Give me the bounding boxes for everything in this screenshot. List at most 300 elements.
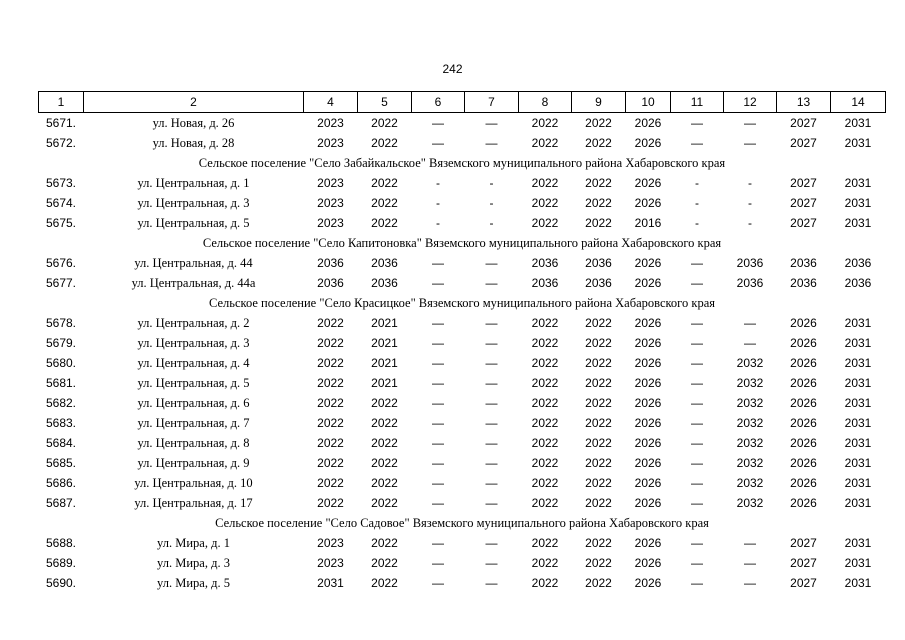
address-cell: ул. Центральная, д. 6 bbox=[137, 395, 250, 410]
year-cell: 2026 bbox=[634, 576, 662, 590]
address-cell: ул. Центральная, д. 2 bbox=[137, 315, 250, 330]
year-cell: 2026 bbox=[634, 116, 662, 130]
year-cell: — bbox=[744, 576, 756, 590]
settlement-section-title: Сельское поселение "Село Капитоновка" Вяземского муниципального района Хабаровского края bbox=[202, 235, 722, 250]
year-cell: 2026 bbox=[790, 496, 817, 510]
year-cell: 2026 bbox=[634, 396, 662, 410]
year-cell: — bbox=[432, 436, 444, 450]
year-cell: 2031 bbox=[844, 176, 872, 190]
year-cell: 2036 bbox=[736, 256, 764, 270]
year-cell: 2032 bbox=[736, 416, 764, 430]
address-cell: ул. Центральная, д. 9 bbox=[137, 455, 250, 470]
year-cell: — bbox=[432, 256, 444, 270]
year-cell: 2022 bbox=[531, 396, 559, 410]
year-cell: 2032 bbox=[736, 496, 764, 510]
year-cell: 2022 bbox=[531, 556, 559, 570]
table-row bbox=[39, 273, 886, 293]
year-cell: 2031 bbox=[844, 116, 872, 130]
year-cell: 2022 bbox=[317, 356, 344, 370]
year-cell: 2022 bbox=[531, 116, 559, 130]
year-cell: - bbox=[489, 196, 494, 210]
year-cell: 2022 bbox=[585, 216, 612, 230]
table-row bbox=[39, 313, 886, 333]
year-cell: 2022 bbox=[371, 116, 398, 130]
year-cell: 2031 bbox=[844, 576, 872, 590]
year-cell: 2027 bbox=[790, 116, 817, 130]
year-cell: 2022 bbox=[317, 496, 344, 510]
year-cell: — bbox=[432, 396, 444, 410]
year-cell: 2031 bbox=[844, 376, 872, 390]
year-cell: 2032 bbox=[736, 396, 764, 410]
year-cell: — bbox=[432, 576, 444, 590]
year-cell: 2016 bbox=[634, 216, 662, 230]
table-header-row bbox=[39, 92, 886, 113]
year-cell: 2022 bbox=[585, 396, 612, 410]
year-cell: 2026 bbox=[790, 336, 817, 350]
year-cell: — bbox=[691, 276, 703, 290]
year-cell: 2026 bbox=[790, 416, 817, 430]
year-cell: 2026 bbox=[634, 356, 662, 370]
table-row bbox=[39, 333, 886, 353]
column-header: 11 bbox=[671, 92, 724, 113]
year-cell: — bbox=[485, 356, 498, 370]
year-cell: 2036 bbox=[736, 276, 764, 290]
year-cell: — bbox=[432, 496, 444, 510]
year-cell: - bbox=[748, 176, 752, 190]
year-cell: 2032 bbox=[736, 376, 764, 390]
year-cell: 2022 bbox=[585, 336, 612, 350]
year-cell: 2036 bbox=[371, 256, 398, 270]
address-cell: ул. Новая, д. 28 bbox=[152, 135, 235, 150]
year-cell: — bbox=[691, 396, 703, 410]
year-cell: 2022 bbox=[317, 376, 344, 390]
year-cell: — bbox=[432, 476, 444, 490]
year-cell: 2026 bbox=[634, 176, 662, 190]
year-cell: 2026 bbox=[634, 436, 662, 450]
address-cell: ул. Центральная, д. 3 bbox=[137, 335, 250, 350]
year-cell: 2022 bbox=[531, 196, 559, 210]
row-number-cell: 5690. bbox=[45, 576, 77, 590]
year-cell: 2026 bbox=[634, 536, 662, 550]
year-cell: — bbox=[691, 436, 703, 450]
year-cell: - bbox=[489, 216, 494, 230]
year-cell: 2023 bbox=[317, 556, 344, 570]
year-cell: 2026 bbox=[790, 376, 817, 390]
year-cell: — bbox=[485, 136, 498, 150]
table-body bbox=[39, 113, 886, 594]
year-cell: — bbox=[485, 336, 498, 350]
column-header: 4 bbox=[304, 92, 358, 113]
row-number-cell: 5684. bbox=[45, 436, 77, 450]
year-cell: 2036 bbox=[531, 276, 559, 290]
year-cell: — bbox=[691, 476, 703, 490]
year-cell: 2026 bbox=[634, 256, 662, 270]
year-cell: — bbox=[485, 416, 498, 430]
year-cell: 2026 bbox=[634, 376, 662, 390]
year-cell: 2031 bbox=[844, 316, 872, 330]
row-number-cell: 5682. bbox=[45, 396, 77, 410]
year-cell: — bbox=[485, 556, 498, 570]
year-cell: 2027 bbox=[790, 176, 817, 190]
year-cell: — bbox=[691, 116, 703, 130]
year-cell: 2036 bbox=[790, 256, 817, 270]
year-cell: 2022 bbox=[585, 536, 612, 550]
address-cell: ул. Мира, д. 5 bbox=[157, 575, 230, 590]
year-cell: - bbox=[695, 176, 699, 190]
row-number-cell: 5677. bbox=[45, 276, 77, 290]
table-row bbox=[39, 373, 886, 393]
year-cell: 2022 bbox=[371, 136, 398, 150]
year-cell: 2021 bbox=[371, 356, 398, 370]
year-cell: 2022 bbox=[531, 336, 559, 350]
year-cell: 2026 bbox=[634, 476, 662, 490]
year-cell: — bbox=[432, 556, 444, 570]
year-cell: — bbox=[485, 256, 498, 270]
year-cell: 2023 bbox=[317, 116, 344, 130]
address-cell: ул. Центральная, д. 8 bbox=[137, 435, 250, 450]
year-cell: 2026 bbox=[634, 496, 662, 510]
row-number-cell: 5687. bbox=[45, 496, 77, 510]
year-cell: — bbox=[744, 336, 756, 350]
table-row bbox=[39, 453, 886, 473]
year-cell: 2022 bbox=[585, 556, 612, 570]
year-cell: — bbox=[691, 336, 703, 350]
year-cell: 2031 bbox=[844, 456, 872, 470]
year-cell: 2022 bbox=[585, 416, 612, 430]
year-cell: 2026 bbox=[790, 456, 817, 470]
year-cell: 2026 bbox=[790, 396, 817, 410]
column-header: 8 bbox=[519, 92, 572, 113]
year-cell: 2022 bbox=[371, 396, 398, 410]
column-header: 13 bbox=[777, 92, 831, 113]
table-row bbox=[39, 493, 886, 513]
year-cell: 2022 bbox=[371, 576, 398, 590]
year-cell: 2026 bbox=[790, 356, 817, 370]
year-cell: 2026 bbox=[634, 276, 662, 290]
year-cell: — bbox=[485, 536, 498, 550]
year-cell: 2022 bbox=[531, 476, 559, 490]
year-cell: 2026 bbox=[634, 316, 662, 330]
year-cell: - bbox=[695, 216, 699, 230]
year-cell: — bbox=[432, 536, 444, 550]
year-cell: 2036 bbox=[371, 276, 398, 290]
table-row bbox=[39, 133, 886, 153]
year-cell: 2026 bbox=[634, 136, 662, 150]
table-row bbox=[39, 113, 886, 134]
row-number-cell: 5688. bbox=[45, 536, 77, 550]
year-cell: - bbox=[436, 216, 440, 230]
year-cell: 2023 bbox=[317, 136, 344, 150]
year-cell: 2036 bbox=[317, 256, 344, 270]
address-cell: ул. Центральная, д. 7 bbox=[137, 415, 250, 430]
year-cell: 2022 bbox=[371, 436, 398, 450]
year-cell: 2032 bbox=[736, 456, 764, 470]
year-cell: 2022 bbox=[317, 316, 344, 330]
year-cell: 2026 bbox=[790, 316, 817, 330]
column-header: 7 bbox=[465, 92, 519, 113]
year-cell: 2022 bbox=[531, 136, 559, 150]
row-number-cell: 5679. bbox=[45, 336, 77, 350]
address-cell: ул. Мира, д. 1 bbox=[157, 535, 230, 550]
column-header: 5 bbox=[358, 92, 412, 113]
year-cell: 2022 bbox=[531, 356, 559, 370]
year-cell: — bbox=[485, 376, 498, 390]
year-cell: — bbox=[691, 376, 703, 390]
year-cell: 2032 bbox=[736, 436, 764, 450]
address-cell: ул. Центральная, д. 5 bbox=[137, 375, 250, 390]
row-number-cell: 5683. bbox=[45, 416, 77, 430]
year-cell: 2031 bbox=[844, 336, 872, 350]
year-cell: 2022 bbox=[585, 436, 612, 450]
year-cell: 2026 bbox=[634, 336, 662, 350]
year-cell: — bbox=[432, 276, 444, 290]
year-cell: 2036 bbox=[844, 276, 872, 290]
year-cell: 2026 bbox=[634, 416, 662, 430]
year-cell: 2031 bbox=[844, 536, 872, 550]
year-cell: 2026 bbox=[790, 476, 817, 490]
table-row bbox=[39, 473, 886, 493]
address-cell: ул. Центральная, д. 44 bbox=[134, 255, 253, 270]
year-cell: 2022 bbox=[371, 196, 398, 210]
year-cell: — bbox=[744, 136, 756, 150]
year-cell: 2022 bbox=[531, 316, 559, 330]
column-header: 1 bbox=[39, 92, 84, 113]
year-cell: 2027 bbox=[790, 536, 817, 550]
year-cell: 2022 bbox=[585, 196, 612, 210]
row-number-cell: 5671. bbox=[45, 116, 77, 130]
year-cell: 2023 bbox=[317, 536, 344, 550]
year-cell: 2027 bbox=[790, 196, 817, 210]
table-row bbox=[39, 553, 886, 573]
year-cell: 2023 bbox=[317, 216, 344, 230]
year-cell: — bbox=[744, 116, 756, 130]
year-cell: 2026 bbox=[634, 196, 662, 210]
year-cell: — bbox=[691, 556, 703, 570]
year-cell: 2022 bbox=[317, 336, 344, 350]
year-cell: 2022 bbox=[531, 456, 559, 470]
year-cell: 2031 bbox=[844, 496, 872, 510]
address-cell: ул. Центральная, д. 44а bbox=[131, 275, 256, 290]
table-row bbox=[39, 253, 886, 273]
year-cell: 2022 bbox=[585, 476, 612, 490]
section-header-row bbox=[39, 233, 886, 253]
table-row bbox=[39, 353, 886, 373]
year-cell: 2022 bbox=[531, 436, 559, 450]
year-cell: 2036 bbox=[585, 276, 612, 290]
year-cell: 2027 bbox=[790, 216, 817, 230]
year-cell: 2022 bbox=[371, 496, 398, 510]
year-cell: — bbox=[432, 356, 444, 370]
year-cell: — bbox=[485, 496, 498, 510]
year-cell: — bbox=[691, 536, 703, 550]
column-header: 12 bbox=[724, 92, 777, 113]
year-cell: - bbox=[748, 216, 752, 230]
year-cell: 2031 bbox=[844, 556, 872, 570]
year-cell: 2022 bbox=[585, 116, 612, 130]
year-cell: 2027 bbox=[790, 556, 817, 570]
year-cell: 2022 bbox=[371, 176, 398, 190]
page-number: 242 bbox=[442, 62, 463, 76]
year-cell: 2026 bbox=[634, 456, 662, 470]
year-cell: — bbox=[691, 576, 703, 590]
year-cell: — bbox=[432, 416, 444, 430]
row-number-cell: 5676. bbox=[45, 256, 77, 270]
year-cell: 2023 bbox=[317, 196, 344, 210]
year-cell: 2036 bbox=[531, 256, 559, 270]
address-cell: ул. Центральная, д. 10 bbox=[134, 475, 253, 490]
year-cell: — bbox=[691, 456, 703, 470]
year-cell: 2022 bbox=[371, 476, 398, 490]
year-cell: — bbox=[485, 276, 498, 290]
year-cell: - bbox=[695, 196, 699, 210]
row-number-cell: 5685. bbox=[45, 456, 77, 470]
year-cell: — bbox=[744, 536, 756, 550]
year-cell: — bbox=[691, 316, 703, 330]
section-header-row bbox=[39, 153, 886, 173]
year-cell: 2022 bbox=[317, 416, 344, 430]
year-cell: — bbox=[691, 416, 703, 430]
year-cell: 2022 bbox=[585, 456, 612, 470]
year-cell: — bbox=[744, 316, 756, 330]
year-cell: 2022 bbox=[531, 576, 559, 590]
table-row bbox=[39, 433, 886, 453]
year-cell: 2022 bbox=[585, 316, 612, 330]
row-number-cell: 5678. bbox=[45, 316, 77, 330]
year-cell: 2036 bbox=[585, 256, 612, 270]
year-cell: - bbox=[489, 176, 494, 190]
year-cell: 2022 bbox=[317, 396, 344, 410]
year-cell: 2031 bbox=[317, 576, 344, 590]
year-cell: 2022 bbox=[531, 416, 559, 430]
year-cell: 2027 bbox=[790, 136, 817, 150]
year-cell: 2022 bbox=[531, 176, 559, 190]
address-cell: ул. Центральная, д. 4 bbox=[137, 355, 250, 370]
year-cell: 2022 bbox=[371, 556, 398, 570]
year-cell: — bbox=[485, 396, 498, 410]
year-cell: 2026 bbox=[634, 556, 662, 570]
table-row bbox=[39, 393, 886, 413]
column-header: 14 bbox=[831, 92, 886, 113]
year-cell: — bbox=[691, 496, 703, 510]
year-cell: — bbox=[485, 436, 498, 450]
year-cell: 2023 bbox=[317, 176, 344, 190]
year-cell: 2022 bbox=[531, 216, 559, 230]
year-cell: 2021 bbox=[371, 316, 398, 330]
row-number-cell: 5680. bbox=[45, 356, 77, 370]
year-cell: 2031 bbox=[844, 416, 872, 430]
year-cell: 2031 bbox=[844, 436, 872, 450]
year-cell: 2022 bbox=[371, 456, 398, 470]
year-cell: 2022 bbox=[531, 496, 559, 510]
column-header: 6 bbox=[412, 92, 465, 113]
year-cell: 2022 bbox=[317, 456, 344, 470]
year-cell: 2022 bbox=[371, 416, 398, 430]
year-cell: - bbox=[436, 196, 440, 210]
year-cell: 2022 bbox=[531, 536, 559, 550]
year-cell: 2031 bbox=[844, 476, 872, 490]
settlement-section-title: Сельское поселение "Село Садовое" Вяземского муниципального района Хабаровского края bbox=[215, 515, 709, 530]
year-cell: 2031 bbox=[844, 356, 872, 370]
year-cell: 2032 bbox=[736, 356, 764, 370]
year-cell: — bbox=[485, 116, 498, 130]
row-number-cell: 5681. bbox=[45, 376, 77, 390]
year-cell: 2031 bbox=[844, 216, 872, 230]
year-cell: — bbox=[691, 136, 703, 150]
year-cell: — bbox=[744, 556, 756, 570]
year-cell: — bbox=[432, 136, 444, 150]
year-cell: 2022 bbox=[371, 536, 398, 550]
address-cell: ул. Мира, д. 3 bbox=[157, 555, 230, 570]
year-cell: 2036 bbox=[790, 276, 817, 290]
address-cell: ул. Центральная, д. 3 bbox=[137, 195, 250, 210]
table-row bbox=[39, 213, 886, 233]
year-cell: 2021 bbox=[371, 336, 398, 350]
address-cell: ул. Центральная, д. 1 bbox=[137, 175, 250, 190]
year-cell: 2027 bbox=[790, 576, 817, 590]
row-number-cell: 5689. bbox=[45, 556, 77, 570]
row-number-cell: 5686. bbox=[45, 476, 77, 490]
year-cell: — bbox=[691, 256, 703, 270]
year-cell: — bbox=[432, 456, 444, 470]
settlement-section-title: Сельское поселение "Село Забайкальское" Вяземского муниципального района Хабаровского края bbox=[198, 155, 726, 170]
section-header-row bbox=[39, 293, 886, 313]
row-number-cell: 5674. bbox=[45, 196, 77, 210]
year-cell: 2032 bbox=[736, 476, 764, 490]
year-cell: 2021 bbox=[371, 376, 398, 390]
address-cell: ул. Центральная, д. 17 bbox=[134, 495, 253, 510]
table-row bbox=[39, 193, 886, 213]
year-cell: — bbox=[485, 316, 498, 330]
year-cell: 2026 bbox=[790, 436, 817, 450]
year-cell: — bbox=[432, 336, 444, 350]
year-cell: - bbox=[748, 196, 752, 210]
address-cell: ул. Центральная, д. 5 bbox=[137, 215, 250, 230]
address-cell: ул. Новая, д. 26 bbox=[152, 115, 235, 130]
row-number-cell: 5672. bbox=[45, 136, 77, 150]
year-cell: 2022 bbox=[585, 576, 612, 590]
year-cell: — bbox=[432, 376, 444, 390]
year-cell: — bbox=[432, 316, 444, 330]
section-header-row bbox=[39, 513, 886, 533]
year-cell: 2022 bbox=[585, 176, 612, 190]
year-cell: — bbox=[485, 576, 498, 590]
year-cell: — bbox=[691, 356, 703, 370]
settlement-section-title: Сельское поселение "Село Красицкое" Вяземского муниципального района Хабаровского края bbox=[208, 295, 715, 310]
year-cell: 2022 bbox=[371, 216, 398, 230]
housing-registry-table bbox=[38, 91, 886, 593]
year-cell: — bbox=[485, 476, 498, 490]
year-cell: 2022 bbox=[585, 136, 612, 150]
year-cell: 2022 bbox=[585, 376, 612, 390]
year-cell: - bbox=[436, 176, 440, 190]
row-number-cell: 5675. bbox=[45, 216, 77, 230]
year-cell: 2036 bbox=[317, 276, 344, 290]
row-number-cell: 5673. bbox=[45, 176, 77, 190]
column-header: 10 bbox=[626, 92, 671, 113]
year-cell: — bbox=[432, 116, 444, 130]
column-header: 9 bbox=[572, 92, 626, 113]
year-cell: — bbox=[485, 456, 498, 470]
table-row bbox=[39, 413, 886, 433]
table-row bbox=[39, 173, 886, 193]
year-cell: 2031 bbox=[844, 136, 872, 150]
year-cell: 2031 bbox=[844, 396, 872, 410]
year-cell: 2031 bbox=[844, 196, 872, 210]
table-row bbox=[39, 573, 886, 593]
year-cell: 2022 bbox=[317, 436, 344, 450]
year-cell: 2022 bbox=[585, 356, 612, 370]
year-cell: 2022 bbox=[317, 476, 344, 490]
